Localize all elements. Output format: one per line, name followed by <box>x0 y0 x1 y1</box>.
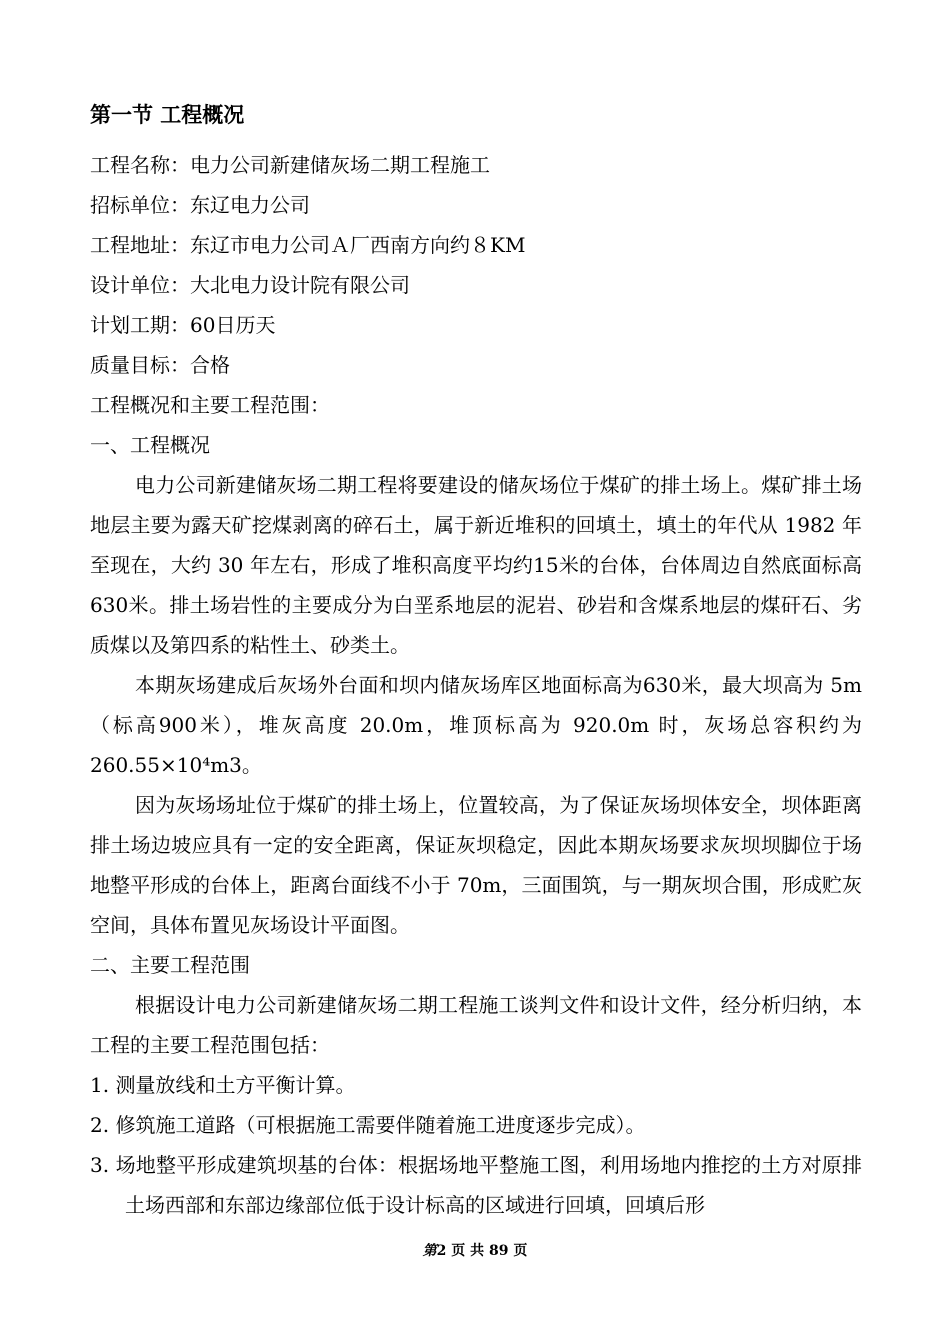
designer-line: 设计单位：大北电力设计院有限公司 <box>90 273 410 297</box>
scope-item-2: 2. 修筑施工道路（可根据施工需要伴随着施工进度逐步完成）。 <box>90 1113 646 1137</box>
footer-prefix: 第 <box>422 1243 437 1259</box>
period-line: 计划工期：60日历天 <box>90 313 276 337</box>
document-body <box>90 145 862 1225</box>
part1-paragraph-1: 电力公司新建储灰场二期工程将要建设的储灰场位于煤矿的排土场上。煤矿排土场地层主要为露天矿挖煤剥离的碎石土，属于新近堆积的回填土，填土的年代从 1982 年至现在，大约 30 年左右，形成了堆积高度平均约15米的台体，台体周边自然底面标高630米。排土场岩性的主要成分为白垩系地层的泥岩、砂岩和含煤系地层的煤矸石、劣质煤以及第四系的粘性土、砂类土。 <box>90 473 862 657</box>
part1-paragraph-2: 本期灰场建成后灰场外台面和坝内储灰场库区地面标高为630米，最大坝高为 5m（标高900米），堆灰高度 20.0m，堆顶标高为 920.0m 时，灰场总容积约为 260.55×10⁴m3。 <box>90 673 862 777</box>
scope-heading: 工程概况和主要工程范围： <box>90 393 330 417</box>
page-number: 2 页 共 89 页 <box>436 1243 528 1259</box>
scope-item-1: 1. 测量放线和土方平衡计算。 <box>90 1073 356 1097</box>
quality-line: 质量目标：合格 <box>90 353 230 377</box>
part1-paragraph-3: 因为灰场场址位于煤矿的排土场上，位置较高，为了保证灰场坝体安全，坝体距离排土场边坡应具有一定的安全距离，保证灰坝稳定，因此本期灰场要求灰坝坝脚位于场地整平形成的台体上，距离台面线不小于 70m，三面围筑，与一期灰坝合围，形成贮灰空间，具体布置见灰场设计平面图。 <box>90 793 862 937</box>
part1-title: 一、工程概况 <box>90 433 210 457</box>
part2-title: 二、主要工程范围 <box>90 953 250 977</box>
project-name-line: 工程名称：电力公司新建储灰场二期工程施工 <box>90 153 490 177</box>
bidder-line: 招标单位：东辽电力公司 <box>90 193 310 217</box>
scope-item-3: 3. 场地整平形成建筑坝基的台体：根据场地平整施工图，利用场地内推挖的土方对原排土场西部和东部边缘部位低于设计标高的区域进行回填，回填后形 <box>90 1153 862 1217</box>
page-footer <box>0 1241 950 1261</box>
part2-paragraph-1: 根据设计电力公司新建储灰场二期工程施工谈判文件和设计文件，经分析归纳，本工程的主要工程范围包括： <box>90 993 862 1057</box>
section-title: 第一节 工程概况 <box>90 103 245 127</box>
address-line: 工程地址：东辽市电力公司Ａ厂西南方向约８KM <box>90 233 526 257</box>
